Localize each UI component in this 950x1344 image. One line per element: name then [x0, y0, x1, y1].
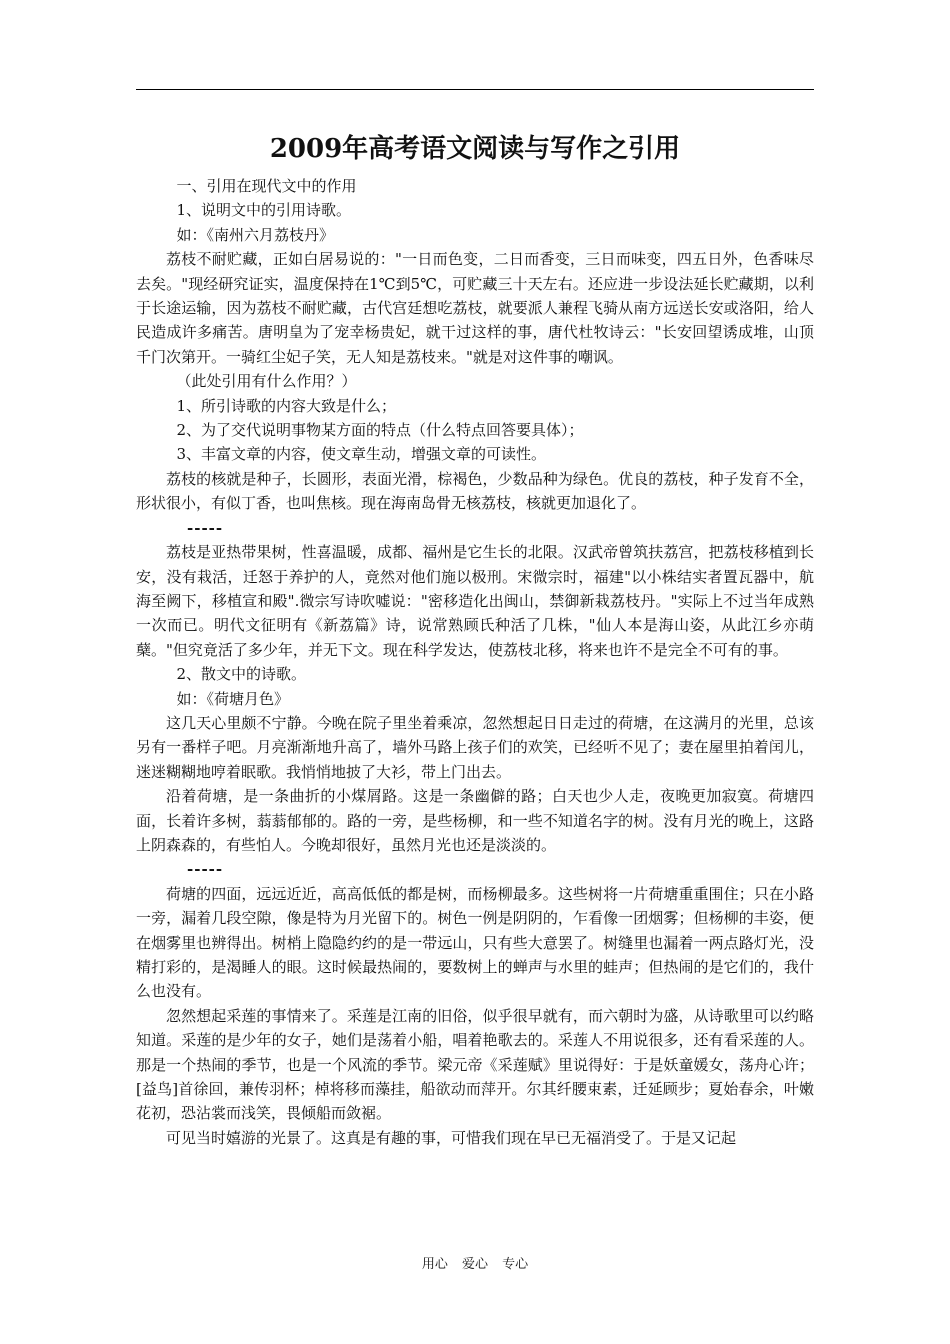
section-separator: -----	[187, 518, 224, 537]
paragraph: 这几天心里颇不宁静。今晚在院子里坐着乘凉，忽然想起日日走过的荷塘，在这满月的光里，总该另有一番样子吧。月亮渐渐地升高了，墙外马路上孩子们的欢笑，已经听不见了；妻在屋里拍着闰儿，迷迷糊糊地哼着眠歌。我悄悄地披了大衫，带上门出去。	[136, 713, 814, 781]
heading-line: 如：《荷塘月色》	[176, 689, 290, 708]
paragraph: 可见当时嬉游的光景了。这真是有趣的事，可惜我们现在早已无福消受了。于是又记起	[166, 1128, 737, 1147]
heading-line: 3、丰富文章的内容，使文章生动，增强文章的可读性。	[176, 445, 547, 464]
heading-line: 如：《南州六月荔枝丹》	[176, 225, 335, 244]
heading-line: （此处引用有什么作用？）	[176, 372, 357, 391]
paragraph: 忽然想起采莲的事情来了。采莲是江南的旧俗，似乎很早就有，而六朝时为盛，从诗歌里可以约略知道。采莲的是少年的女子，她们是荡着小船，唱着艳歌去的。采莲人不用说很多，还有看采莲的人。那是一个热闹的季节，也是一个风流的季节。梁元帝《采莲赋》里说得好：于是妖童媛女，荡舟心许；[益鸟]首徐回，兼传羽杯；棹将移而藻挂，船欲动而萍开。尔其纤腰束素，迁延顾步；夏始春余，叶嫩花初，恐沾裳而浅笑，畏倾船而敛裾。	[136, 1006, 814, 1123]
document-body	[136, 174, 814, 1150]
paragraph: 荷塘的四面，远远近近，高高低低的都是树，而杨柳最多。这些树将一片荷塘重重围住；只在小路一旁，漏着几段空隙，像是特为月光留下的。树色一例是阴阴的，乍看像一团烟雾；但杨柳的丰姿，便在烟雾里也辨得出。树梢上隐隐约约的是一带远山，只有些大意罢了。树缝里也漏着一两点路灯光，没精打彩的，是渴睡人的眼。这时候最热闹的，要数树上的蝉声与水里的蛙声；但热闹的是它们的，我什么也没有。	[136, 884, 814, 1001]
header-rule	[136, 89, 814, 90]
paragraph: 荔枝不耐贮藏，正如白居易说的："一日而色变，二日而香变，三日而味变，四五日外，色香味尽去矣。"现经研究证实，温度保持在1℃到5℃，可贮藏三十天左右。还应进一步设法延长贮藏期，以利于长途运输，因为荔枝不耐贮藏，古代宫廷想吃荔枝，就要派人兼程飞骑从南方远送长安或洛阳，给人民造成许多痛苦。唐明皇为了宠幸杨贵妃，就干过这样的事，唐代杜牧诗云："长安回望诱成堆，山顶千门次第开。一骑红尘妃子笑，无人知是荔枝来。"就是对这件事的嘲讽。	[136, 250, 814, 366]
page-footer: 用心 爱心 专心	[421, 1257, 529, 1272]
paragraph: 荔枝是亚热带果树，性喜温暖，成都、福州是它生长的北限。汉武帝曾筑扶荔宫，把荔枝移植到长安，没有栽活，迁怒于养护的人，竟然对他们施以极刑。宋微宗时，福建"以小株结实者置瓦器中，航海至阙下，移植宣和殿".微宗写诗吹嘘说："密移造化出闽山，禁御新栽荔枝丹。"实际上不过当年成熟一次而已。明代文征明有《新荔篇》诗，说常熟顾氏种活了几株，"仙人本是海山姿，从此江乡亦萌蘖。"但究竟活了多少年，并无下文。现在科学发达，使荔枝北移，将来也许不是完全不可有的事。	[136, 543, 814, 659]
paragraph: 沿着荷塘，是一条曲折的小煤屑路。这是一条幽僻的路；白天也少人走，夜晚更加寂寞。荷塘四面，长着许多树，蓊蓊郁郁的。路的一旁，是些杨柳，和一些不知道名字的树。没有月光的晚上，这路上阴森森的，有些怕人。今晚却很好，虽然月光也还是淡淡的。	[136, 787, 814, 854]
paragraph: 荔枝的核就是种子，长圆形，表面光滑，棕褐色，少数品种为绿色。优良的荔枝，种子发育不全，形状很小，有似丁香，也叫焦核。现在海南岛骨无核荔枝，核就更加退化了。	[136, 469, 814, 513]
heading-line: 2、散文中的诗歌。	[176, 665, 307, 684]
document-title: 2009年高考语文阅读与写作之引用	[269, 134, 681, 164]
heading-line: 1、说明文中的引用诗歌。	[176, 201, 352, 220]
heading-line: 2、为了交代说明事物某方面的特点（什么特点回答要具体）；	[176, 421, 584, 440]
section-separator: -----	[187, 860, 224, 879]
heading-line: 1、所引诗歌的内容大致是什么；	[176, 396, 397, 415]
heading-line: 一、引用在现代文中的作用	[176, 177, 357, 195]
